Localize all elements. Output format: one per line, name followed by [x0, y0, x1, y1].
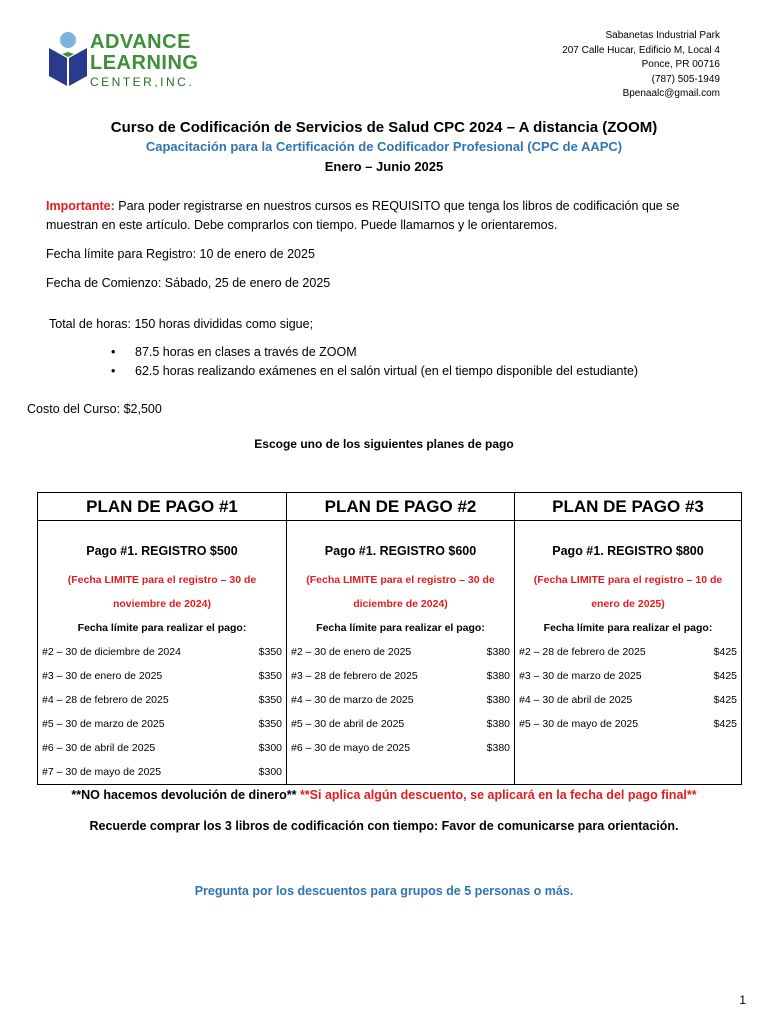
list-item: • 62.5 horas realizando exámenes en el salón virtual (en el tiempo disponible del estudiante) [107, 362, 638, 381]
table-row [291, 736, 510, 760]
company-address [562, 29, 720, 102]
table-row [291, 640, 510, 664]
payment-amount: $380 [486, 670, 510, 682]
important-note [46, 197, 726, 235]
course-cost: Costo del Curso: $2,500 [27, 402, 162, 416]
address-line-1: Sabanetas Industrial Park [605, 30, 720, 41]
plan-3-deadline [519, 568, 737, 616]
payment-label: #2 – 30 de enero de 2025 [291, 646, 412, 658]
table-row [42, 640, 282, 664]
payment-amount: $380 [486, 718, 510, 730]
payment-label: #6 – 30 de abril de 2025 [42, 742, 156, 754]
payment-amount: $350 [258, 670, 282, 682]
payment-label: #3 – 30 de marzo de 2025 [519, 670, 642, 682]
plan-2-title: PLAN DE PAGO #2 [287, 493, 515, 521]
table-row [42, 736, 282, 760]
payment-label: #3 – 30 de enero de 2025 [42, 670, 163, 682]
address-phone: (787) 505-1949 [651, 73, 720, 85]
payment-amount: $425 [713, 694, 737, 706]
address-line-2: 207 Calle Hucar, Edificio M, Local 4 [562, 44, 720, 56]
address-line-3: Ponce, PR 00716 [641, 59, 720, 70]
plan-1-title: PLAN DE PAGO #1 [38, 493, 287, 521]
table-row [42, 712, 282, 736]
table-row [519, 664, 737, 688]
important-label: Importante: [46, 199, 115, 213]
hours-breakdown-list [107, 343, 638, 381]
total-hours: Total de horas: 150 horas divididas como sigue; [49, 317, 314, 331]
plan-3-column [515, 521, 742, 785]
logo-line-advance: ADVANCE [90, 31, 191, 53]
payment-amount: $350 [258, 694, 282, 706]
payment-label: #4 – 30 de abril de 2025 [519, 694, 633, 706]
plan-2-deadline [291, 568, 510, 616]
plan-2-payment-label: Fecha límite para realizar el pago: [316, 622, 485, 634]
book-person-logo-icon [46, 30, 90, 88]
plan-1-registration: Pago #1. REGISTRO $500 [86, 544, 238, 558]
table-row [42, 760, 282, 784]
course-subtitle: Capacitación para la Certificación de Codificador Profesional (CPC de AAPC) [145, 139, 623, 154]
logo-line-center: CENTER,INC. [90, 75, 195, 89]
payment-amount: $380 [486, 646, 510, 658]
payment-plans-intro: Escoge uno de los siguientes planes de pago [254, 437, 514, 451]
books-reminder: Recuerde comprar los 3 libros de codificación con tiempo: Favor de comunicarse para orientación. [89, 819, 679, 833]
plan-3-title: PLAN DE PAGO #3 [515, 493, 742, 521]
table-row [519, 640, 737, 664]
table-row [291, 664, 510, 688]
payment-label: #4 – 30 de marzo de 2025 [291, 694, 414, 706]
address-email: Bpenaalc@gmail.com [622, 88, 720, 99]
plan-2-column [287, 521, 515, 785]
payment-label: #7 – 30 de mayo de 2025 [42, 766, 162, 778]
payment-label: #4 – 28 de febrero de 2025 [42, 694, 169, 706]
plan-2-deadline-line-2: diciembre de 2024) [353, 598, 448, 610]
logo-line-learning: LEARNING [90, 52, 199, 74]
payment-amount: $350 [258, 718, 282, 730]
plan-1-deadline-line-1: (Fecha LIMITE para el registro – 30 de [67, 574, 257, 586]
payment-amount: $425 [713, 670, 737, 682]
payment-label: #2 – 28 de febrero de 2025 [519, 646, 646, 658]
list-item: • 87.5 horas en clases a través de ZOOM [107, 343, 638, 362]
page-number: 1 [739, 993, 746, 1007]
plan-3-deadline-line-1: (Fecha LIMITE para el registro – 10 de [533, 574, 723, 586]
plan-1-deadline [42, 568, 282, 616]
payment-amount: $300 [258, 742, 282, 754]
payment-amount: $425 [713, 646, 737, 658]
important-line-1: Para poder registrarse en nuestros cursos es REQUISITO que tenga los libros de codificación que se [118, 199, 680, 213]
payment-amount: $300 [258, 766, 282, 778]
payment-label: #5 – 30 de marzo de 2025 [42, 718, 165, 730]
refund-discount-note [0, 788, 768, 802]
plan-2-registration: Pago #1. REGISTRO $600 [324, 544, 477, 558]
payment-amount: $380 [486, 694, 510, 706]
important-line-2: muestran en este artículo. Debe comprarlos con tiempo. Puede llamarnos y le orientaremos. [46, 218, 558, 232]
payment-amount: $425 [713, 718, 737, 730]
no-refund-note: **NO hacemos devolución de dinero** [71, 788, 297, 802]
plan-3-deadline-line-2: enero de 2025) [591, 598, 665, 610]
registration-deadline: Fecha límite para Registro: 10 de enero de 2025 [46, 247, 315, 261]
start-date: Fecha de Comienzo: Sábado, 25 de enero de 2025 [46, 276, 331, 290]
table-row [519, 688, 737, 712]
plan-3-payment-label: Fecha límite para realizar el pago: [543, 622, 713, 634]
plan-2-deadline-line-1: (Fecha LIMITE para el registro – 30 de [306, 574, 495, 586]
plan-1-column [38, 521, 287, 785]
company-logo [46, 30, 206, 90]
payment-amount: $380 [486, 742, 510, 754]
table-row [291, 712, 510, 736]
table-row [42, 664, 282, 688]
discount-note: **Si aplica algún descuento, se aplicará en la fecha del pago final** [299, 788, 697, 802]
plan-1-payment-label: Fecha límite para realizar el pago: [77, 622, 247, 634]
payment-label: #5 – 30 de abril de 2025 [291, 718, 405, 730]
table-row [42, 688, 282, 712]
payment-amount: $350 [258, 646, 282, 658]
course-dates: Enero – Junio 2025 [324, 159, 444, 174]
payment-label: #2 – 30 de diciembre de 2024 [42, 646, 181, 658]
plan-3-registration: Pago #1. REGISTRO $800 [552, 544, 704, 558]
payment-label: #3 – 28 de febrero de 2025 [291, 670, 418, 682]
course-title: Curso de Codificación de Servicios de Salud CPC 2024 – A distancia (ZOOM) [110, 119, 658, 136]
payment-plans-table [37, 492, 742, 785]
plan-1-deadline-line-2: noviembre de 2024) [112, 598, 212, 610]
payment-label: #5 – 30 de mayo de 2025 [519, 718, 639, 730]
payment-label: #6 – 30 de mayo de 2025 [291, 742, 411, 754]
table-row [519, 712, 737, 736]
group-discount-note: Pregunta por los descuentos para grupos de 5 personas o más. [194, 884, 574, 898]
table-row [291, 688, 510, 712]
